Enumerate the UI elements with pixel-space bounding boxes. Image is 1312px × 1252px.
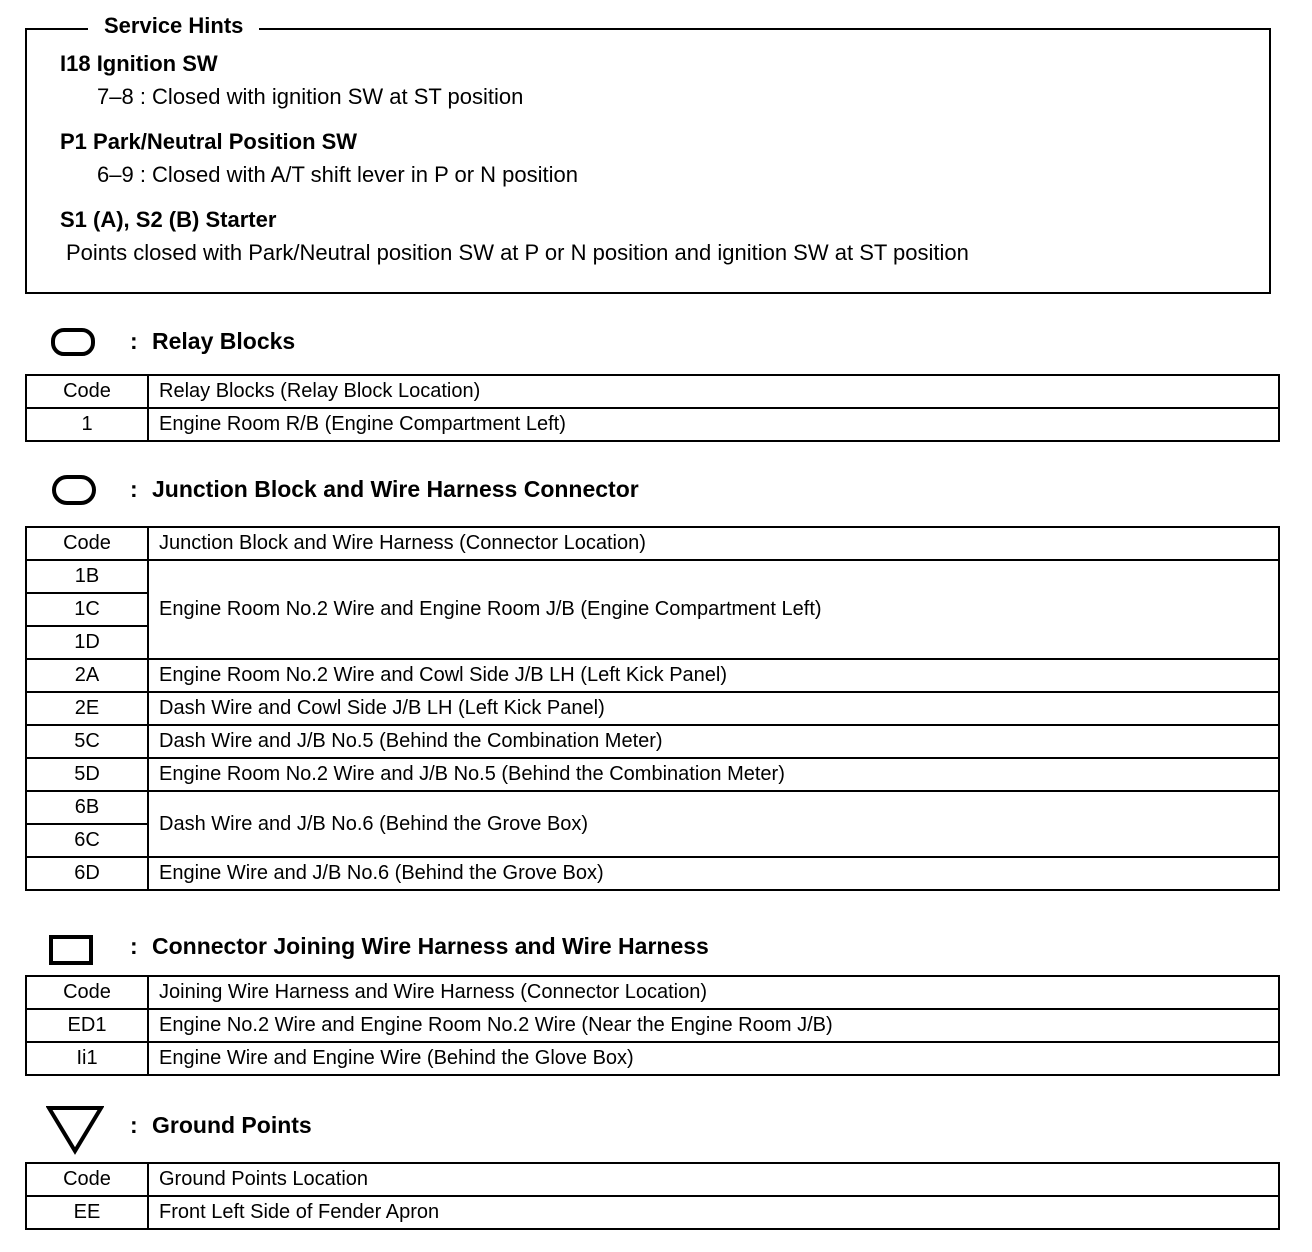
row-desc: Dash Wire and J/B No.5 (Behind the Combination Meter): [148, 725, 1279, 758]
row-desc: Dash Wire and Cowl Side J/B LH (Left Kick Panel): [148, 692, 1279, 725]
row-desc: Engine Room R/B (Engine Compartment Left): [148, 408, 1279, 441]
table-row: [26, 857, 1279, 890]
connector-heading: : Connector Joining Wire Harness and Wire Harness: [130, 933, 709, 959]
row-code: 1C: [26, 593, 148, 626]
row-desc: Front Left Side of Fender Apron: [148, 1196, 1279, 1229]
table-row: [26, 1042, 1279, 1075]
row-desc: Engine No.2 Wire and Engine Room No.2 Wire (Near the Engine Room J/B): [148, 1009, 1279, 1042]
junction-block-heading: : Junction Block and Wire Harness Connector: [130, 476, 639, 502]
junction-block-title: Junction Block and Wire Harness Connector: [152, 476, 639, 502]
hint-heading-ignition-sw: I18 Ignition SW: [60, 51, 218, 76]
row-desc: Engine Room No.2 Wire and Cowl Side J/B LH (Left Kick Panel): [148, 659, 1279, 692]
hint-detail-park-neutral-sw: 6–9 : Closed with A/T shift lever in P or N position: [97, 162, 578, 187]
connector-title: Connector Joining Wire Harness and Wire Harness: [152, 933, 709, 959]
row-code: 1: [26, 408, 148, 441]
row-code: 6C: [26, 824, 148, 857]
hint-heading-starter: S1 (A), S2 (B) Starter: [60, 207, 277, 232]
header-desc: Junction Block and Wire Harness (Connector Location): [148, 527, 1279, 560]
row-code: 2E: [26, 692, 148, 725]
relay-block-symbol-icon: [51, 328, 95, 356]
header-code: Code: [26, 976, 148, 1009]
table-row: [26, 1009, 1279, 1042]
table-row: [26, 791, 1279, 824]
ground-point-symbol-icon: [46, 1105, 104, 1155]
hint-heading-park-neutral-sw: P1 Park/Neutral Position SW: [60, 129, 358, 154]
table-row: [26, 659, 1279, 692]
header-code: Code: [26, 375, 148, 408]
ground-points-title: Ground Points: [152, 1112, 312, 1138]
junction-block-table: [25, 526, 1280, 891]
table-row: [26, 758, 1279, 791]
row-code: Ii1: [26, 1042, 148, 1075]
relay-blocks-table: [25, 374, 1280, 442]
row-code: 2A: [26, 659, 148, 692]
header-code: Code: [26, 527, 148, 560]
row-desc: Engine Wire and Engine Wire (Behind the Glove Box): [148, 1042, 1279, 1075]
service-hints-title: Service Hints: [88, 12, 259, 40]
table-header-row: [26, 976, 1279, 1009]
table-header-row: [26, 527, 1279, 560]
ground-points-table: [25, 1162, 1280, 1230]
table-row: [26, 560, 1279, 593]
relay-blocks-heading: : Relay Blocks: [130, 328, 296, 354]
row-desc: Engine Room No.2 Wire and J/B No.5 (Behind the Combination Meter): [148, 758, 1279, 791]
header-code: Code: [26, 1163, 148, 1196]
ground-points-heading: : Ground Points: [130, 1112, 312, 1138]
row-code: 6D: [26, 857, 148, 890]
table-header-row: [26, 375, 1279, 408]
row-desc: Dash Wire and J/B No.6 (Behind the Grove Box): [148, 791, 1279, 857]
row-code: 1D: [26, 626, 148, 659]
connector-table: [25, 975, 1280, 1076]
row-code: 5C: [26, 725, 148, 758]
header-desc: Ground Points Location: [148, 1163, 1279, 1196]
hint-detail-ignition-sw: 7–8 : Closed with ignition SW at ST position: [97, 84, 524, 109]
table-row: [26, 692, 1279, 725]
header-desc: Joining Wire Harness and Wire Harness (Connector Location): [148, 976, 1279, 1009]
table-row: [26, 1196, 1279, 1229]
row-desc: Engine Room No.2 Wire and Engine Room J/B (Engine Compartment Left): [148, 560, 1279, 659]
table-header-row: [26, 1163, 1279, 1196]
relay-blocks-title: Relay Blocks: [152, 328, 296, 354]
row-desc: Engine Wire and J/B No.6 (Behind the Grove Box): [148, 857, 1279, 890]
junction-block-symbol-icon: [52, 475, 96, 505]
table-row: [26, 725, 1279, 758]
row-code: 5D: [26, 758, 148, 791]
row-code: 1B: [26, 560, 148, 593]
row-code: ED1: [26, 1009, 148, 1042]
header-desc: Relay Blocks (Relay Block Location): [148, 375, 1279, 408]
connector-symbol-icon: [49, 935, 93, 965]
row-code: EE: [26, 1196, 148, 1229]
table-row: [26, 408, 1279, 441]
hint-detail-starter: Points closed with Park/Neutral position SW at P or N position and ignition SW at ST position: [66, 240, 969, 265]
row-code: 6B: [26, 791, 148, 824]
